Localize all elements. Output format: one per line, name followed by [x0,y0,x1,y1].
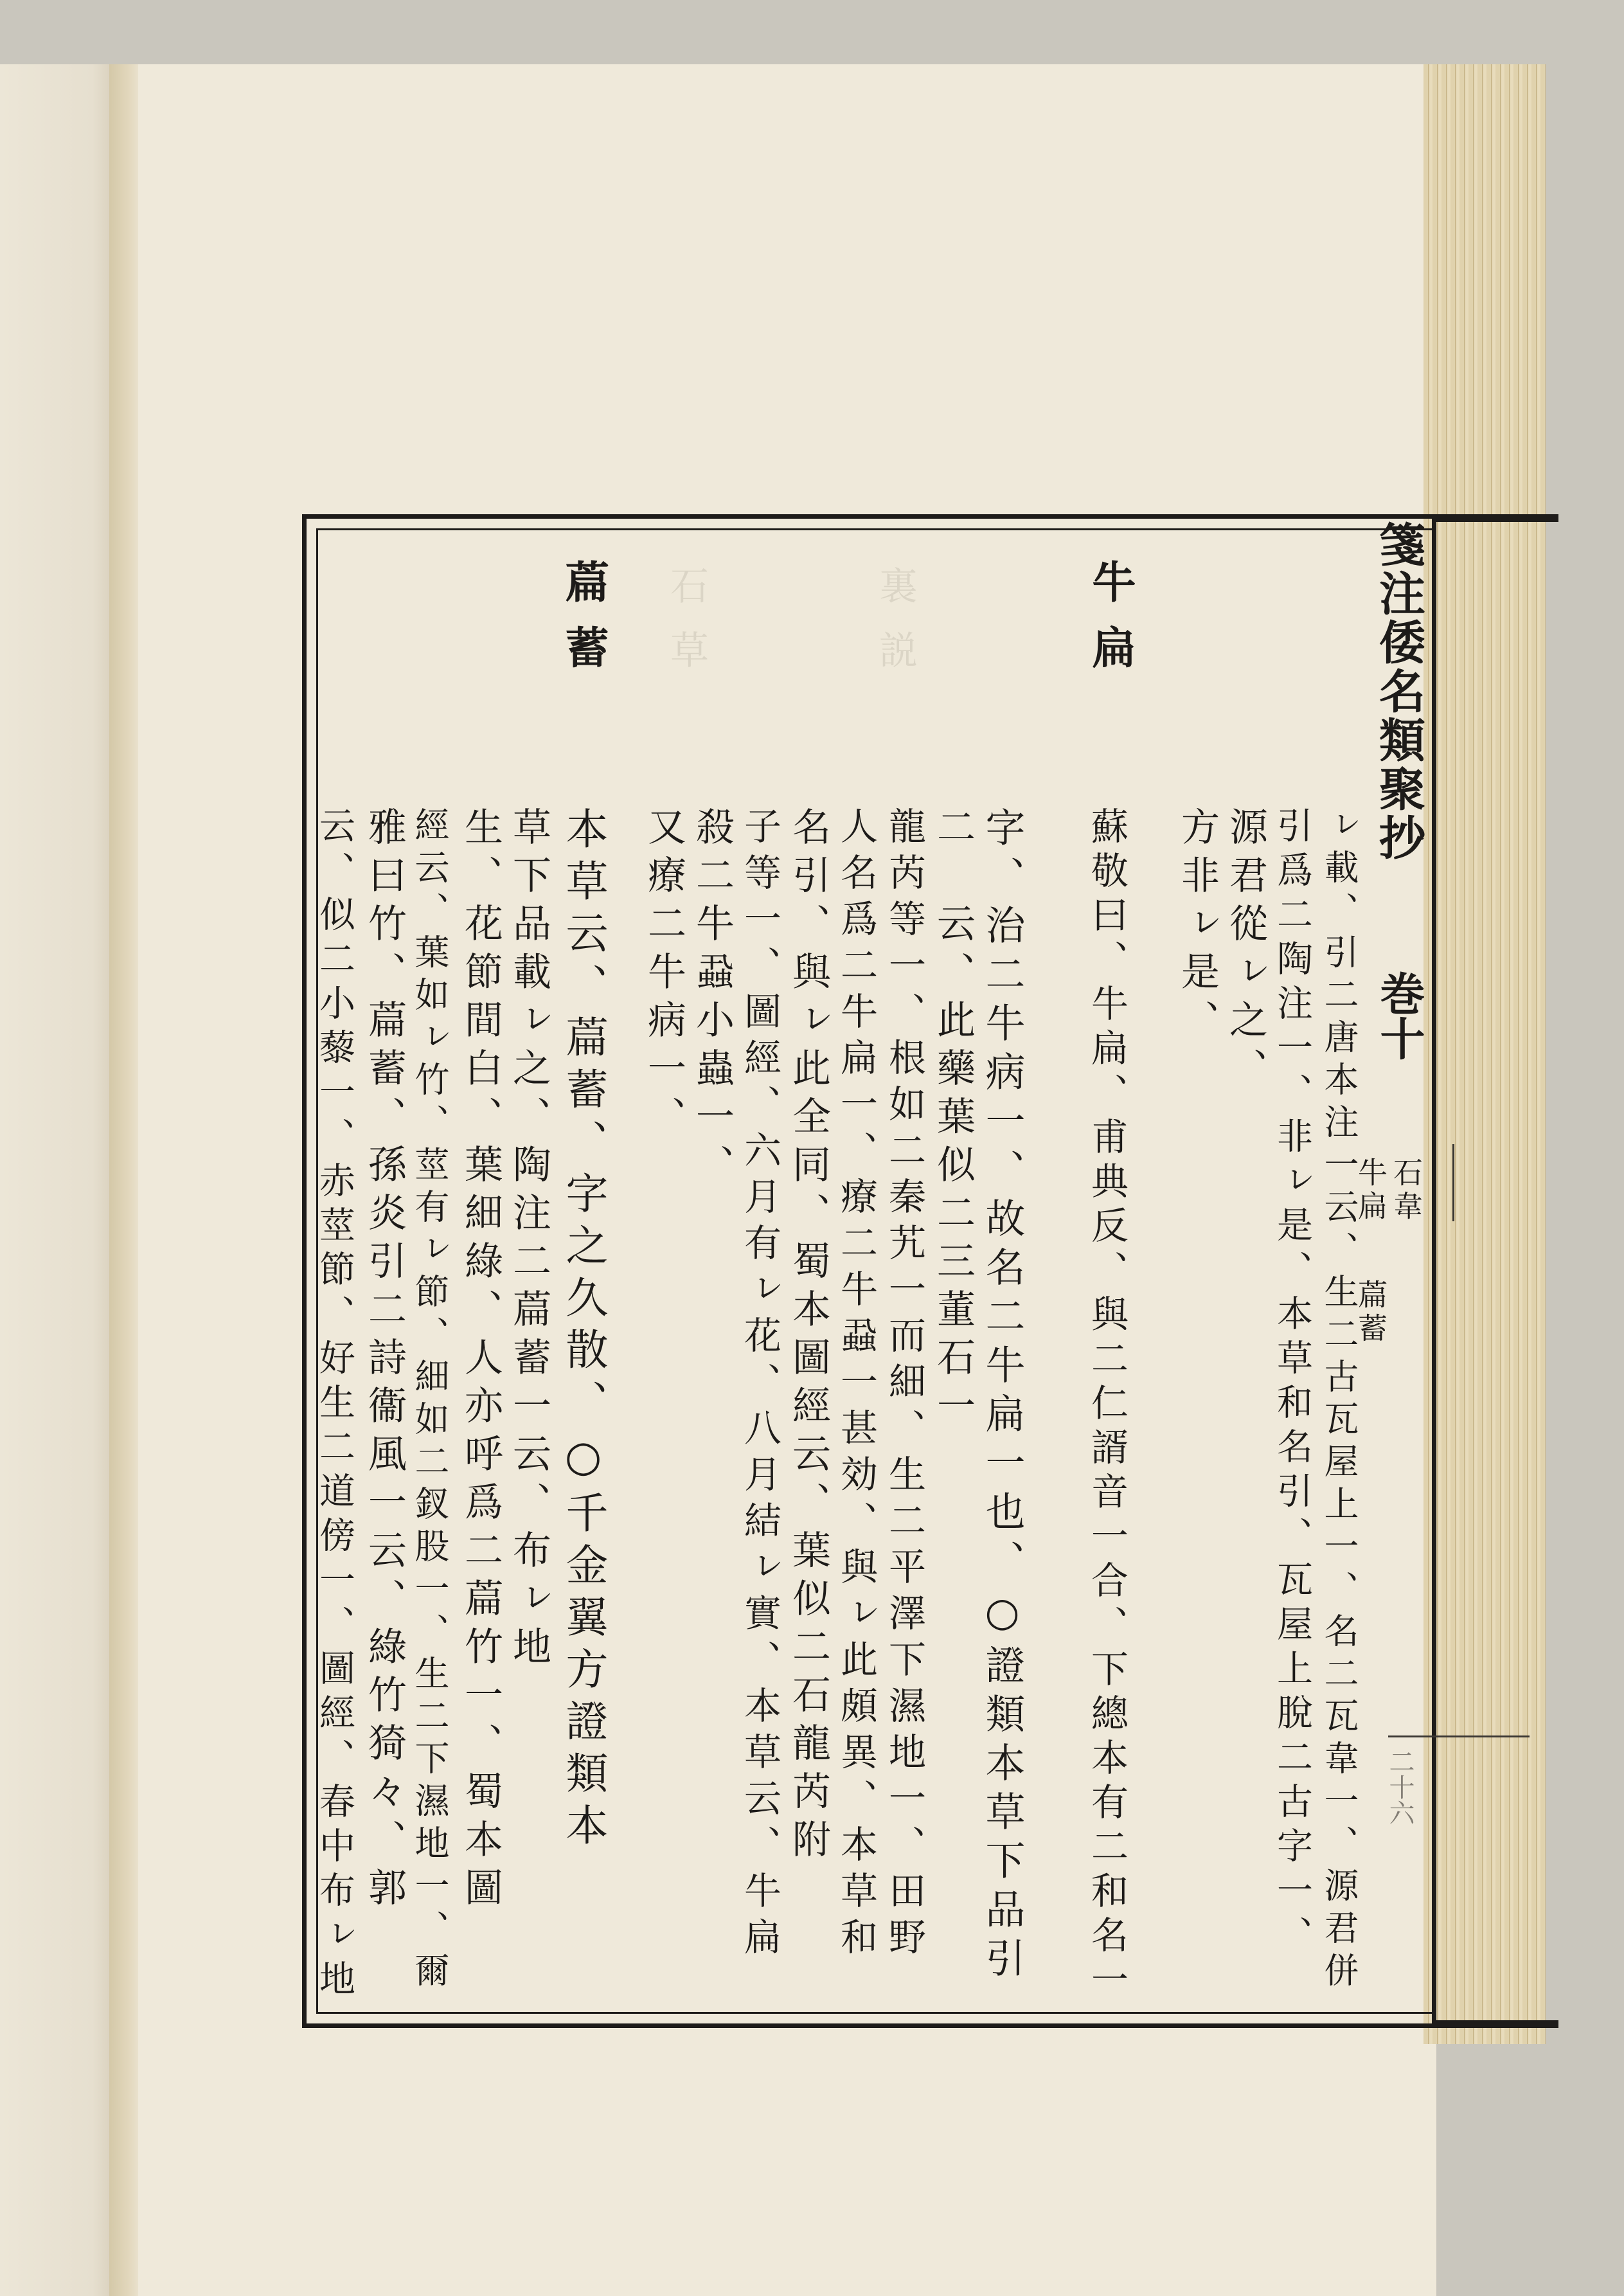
text-column: 源君從ㇾ之、 [1223,807,1268,1096]
text-column: 人名爲二牛扁一、療二牛蝨一甚効、與ㇾ此頗異、本草和 [834,807,878,1964]
page-number: 二十六 [1385,1748,1414,1825]
book-gutter [109,64,141,2296]
text-column: 方非ㇾ是、 [1175,807,1220,1048]
show-through-text: 裏説 [873,566,918,694]
frame-top-extension [1436,514,1558,522]
text-column: 又療二牛病一、 [641,807,686,1144]
book-title: 箋注倭名類聚抄 [1371,521,1426,863]
section-entry-henchiku: 萹蓄 [1353,1279,1388,1346]
text-column: 生、花節間白、葉細綠、人亦呼爲二萹竹一、蜀本圖 [458,807,503,1915]
frame-bottom-extension [1436,2020,1558,2028]
text-column: ㇾ載、引二唐本注一云、生二古瓦屋上一、名二瓦韋一、源君併 [1319,807,1359,1995]
text-column: 云、似二小藜一、赤莖節、好生二道傍一、圖經、春中布ㇾ地 [314,807,355,2004]
margin-rule [1452,1144,1454,1221]
text-column: 草下品載ㇾ之、陶注二萹蓄一云、布ㇾ地 [506,807,551,1674]
text-column: 子等一、圖經、六月有ㇾ花、八月結ㇾ實、本草云、牛扁 [738,807,781,1964]
text-column: 引爲二陶注一、非ㇾ是、本草和名引、瓦屋上脫二古字一、 [1271,807,1313,1960]
text-column: 字、治二牛病一、故名二牛扁一也、○證類本草下品引 [979,807,1026,1986]
section-entry-shii: 石韋 [1389,1157,1423,1224]
left-page [0,64,116,2296]
text-column: 蘇敬曰、牛扁、甫典反、與二仁諝音一合、下總本有二和名一 [1085,807,1129,2004]
text-column: 龍芮等一、根如二秦艽一而細、生二平澤下濕地一、田野 [882,807,926,1964]
entry-heading-guhen: 牛扁 [1085,559,1136,690]
text-column: 名引、與ㇾ此全同、蜀本圖經云、葉似二石龍芮附 [786,807,831,1867]
show-through-text: 石草 [664,566,709,694]
margin-rule [1388,1735,1530,1737]
page-edges [1423,64,1546,2044]
text-column: 經云、葉如ㇾ竹、莖有ㇾ節、細如二釵股一、生二下濕地一、爾 [409,807,450,1995]
section-entry-guhen: 牛扁 [1353,1157,1388,1224]
text-column: 本草云、萹蓄、字之久散、○千金翼方證類本 [558,807,608,1855]
entry-heading-henchiku: 萹蓄 [558,559,609,690]
volume-label: 巻十 [1373,971,1426,1061]
text-column: 殺二牛蝨小蟲一、 [690,807,735,1192]
text-column: 雅曰竹、萹蓄、孫炎引二詩衞風一云、綠竹猗々、郭 [362,807,407,1915]
text-column: 二 云、此藥葉似二三董石一 [931,807,976,1433]
